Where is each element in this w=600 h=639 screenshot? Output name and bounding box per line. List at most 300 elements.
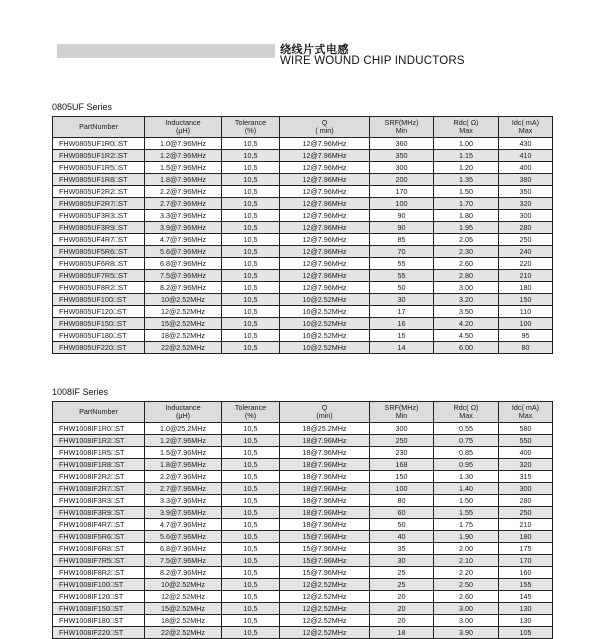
part-number-cell: FHW1008IF1R5□ST bbox=[53, 447, 145, 459]
table-row bbox=[53, 519, 553, 531]
inductance-cell: 3.3@7.96MHz bbox=[145, 495, 222, 507]
tolerance-cell: 10,5 bbox=[222, 162, 280, 174]
tolerance-cell: 10,5 bbox=[222, 567, 280, 579]
rdc-cell: 1.50 bbox=[434, 186, 499, 198]
inductance-cell: 7.5@7.96MHz bbox=[145, 555, 222, 567]
part-number-cell: FHW0805UF180□ST bbox=[53, 330, 145, 342]
part-number-cell: FHW0805UF2R2□ST bbox=[53, 186, 145, 198]
idc-cell: 150 bbox=[499, 294, 553, 306]
q-cell: 12@7.96MHz bbox=[280, 198, 370, 210]
q-cell: 18@7.96MHz bbox=[280, 459, 370, 471]
tolerance-cell: 10,5 bbox=[222, 186, 280, 198]
q-cell: 15@7.96MHz bbox=[280, 543, 370, 555]
q-cell: 10@2.52MHz bbox=[280, 342, 370, 354]
inductance-cell: 5.6@7.96MHz bbox=[145, 246, 222, 258]
rdc-cell: 6.00 bbox=[434, 342, 499, 354]
tolerance-cell: 10,5 bbox=[222, 222, 280, 234]
idc-cell: 315 bbox=[499, 471, 553, 483]
header-line: Q bbox=[321, 403, 328, 412]
srf-cell: 20 bbox=[370, 603, 434, 615]
table-row bbox=[53, 294, 553, 306]
inductance-cell: 2.2@7.96MHz bbox=[145, 471, 222, 483]
q-cell: 12@7.96MHz bbox=[280, 174, 370, 186]
rdc-cell: 1.00 bbox=[434, 138, 499, 150]
rdc-cell: 3.00 bbox=[434, 282, 499, 294]
idc-cell: 210 bbox=[499, 270, 553, 282]
rdc-cell: 1.20 bbox=[434, 162, 499, 174]
tolerance-cell: 10,5 bbox=[222, 138, 280, 150]
rdc-cell: 1.70 bbox=[434, 198, 499, 210]
rdc-cell: 3.20 bbox=[434, 294, 499, 306]
header-col-srf bbox=[370, 117, 434, 138]
header-line: Inductance bbox=[165, 118, 201, 127]
tolerance-cell: 10,5 bbox=[222, 495, 280, 507]
header-line: PartNumber bbox=[79, 407, 118, 416]
srf-cell: 17 bbox=[370, 306, 434, 318]
tolerance-cell: 10,5 bbox=[222, 198, 280, 210]
q-cell: 10@2.52MHz bbox=[280, 330, 370, 342]
part-number-cell: FHW1008IF4R7□ST bbox=[53, 519, 145, 531]
tolerance-cell: 10,5 bbox=[222, 318, 280, 330]
table-row bbox=[53, 210, 553, 222]
part-number-cell: FHW0805UF120□ST bbox=[53, 306, 145, 318]
part-number-cell: FHW1008IF220□ST bbox=[53, 627, 145, 639]
idc-cell: 400 bbox=[499, 447, 553, 459]
srf-cell: 100 bbox=[370, 198, 434, 210]
header-line: Max bbox=[459, 411, 473, 420]
header-col-idc bbox=[499, 117, 553, 138]
rdc-cell: 4.50 bbox=[434, 330, 499, 342]
rdc-cell: 2.20 bbox=[434, 567, 499, 579]
tolerance-cell: 10,5 bbox=[222, 246, 280, 258]
tolerance-cell: 10,5 bbox=[222, 294, 280, 306]
inductance-cell: 2.2@7.96MHz bbox=[145, 186, 222, 198]
tolerance-cell: 10,5 bbox=[222, 234, 280, 246]
q-cell: 18@7.96MHz bbox=[280, 507, 370, 519]
table-row bbox=[53, 531, 553, 543]
idc-cell: 380 bbox=[499, 174, 553, 186]
rdc-cell: 1.95 bbox=[434, 222, 499, 234]
part-number-cell: FHW1008IF180□ST bbox=[53, 615, 145, 627]
table-row bbox=[53, 543, 553, 555]
table-row bbox=[53, 138, 553, 150]
idc-cell: 175 bbox=[499, 543, 553, 555]
srf-cell: 55 bbox=[370, 258, 434, 270]
inductance-cell: 7.5@7.96MHz bbox=[145, 270, 222, 282]
table-row bbox=[53, 150, 553, 162]
idc-cell: 300 bbox=[499, 483, 553, 495]
inductance-cell: 22@2.52MHz bbox=[145, 342, 222, 354]
rdc-cell: 1.75 bbox=[434, 519, 499, 531]
table-row bbox=[53, 198, 553, 210]
tolerance-cell: 10,5 bbox=[222, 615, 280, 627]
inductance-cell: 18@2.52MHz bbox=[145, 330, 222, 342]
series-label-0805uf: 0805UF Series bbox=[52, 102, 113, 112]
header-line: Min bbox=[395, 411, 408, 420]
rdc-cell: 1.30 bbox=[434, 471, 499, 483]
table-row bbox=[53, 306, 553, 318]
table-row bbox=[53, 234, 553, 246]
q-cell: 12@7.96MHz bbox=[280, 270, 370, 282]
srf-cell: 230 bbox=[370, 447, 434, 459]
idc-cell: 250 bbox=[499, 507, 553, 519]
title-english: WIRE WOUND CHIP INDUCTORS bbox=[280, 55, 465, 67]
header-line: (min) bbox=[316, 411, 333, 420]
tolerance-cell: 10,5 bbox=[222, 210, 280, 222]
inductance-cell: 3.3@7.96MHz bbox=[145, 210, 222, 222]
header-col-part-number bbox=[53, 117, 145, 138]
rdc-cell: 1.35 bbox=[434, 174, 499, 186]
inductance-cell: 22@2.52MHz bbox=[145, 627, 222, 639]
q-cell: 18@7.96MHz bbox=[280, 447, 370, 459]
srf-cell: 55 bbox=[370, 270, 434, 282]
rdc-cell: 2.05 bbox=[434, 234, 499, 246]
idc-cell: 210 bbox=[499, 519, 553, 531]
rdc-cell: 2.30 bbox=[434, 246, 499, 258]
idc-cell: 105 bbox=[499, 627, 553, 639]
table-row bbox=[53, 186, 553, 198]
header-col-inductance bbox=[145, 117, 222, 138]
srf-cell: 60 bbox=[370, 507, 434, 519]
q-cell: 12@7.96MHz bbox=[280, 150, 370, 162]
inductance-cell: 1.8@7.96MHz bbox=[145, 174, 222, 186]
rdc-cell: 4.20 bbox=[434, 318, 499, 330]
srf-cell: 30 bbox=[370, 294, 434, 306]
part-number-cell: FHW0805UF1R5□ST bbox=[53, 162, 145, 174]
q-cell: 12@2.52MHz bbox=[280, 579, 370, 591]
part-number-cell: FHW1008IF7R5□ST bbox=[53, 555, 145, 567]
idc-cell: 240 bbox=[499, 246, 553, 258]
srf-cell: 20 bbox=[370, 591, 434, 603]
idc-cell: 180 bbox=[499, 531, 553, 543]
tolerance-cell: 10,5 bbox=[222, 531, 280, 543]
table-row bbox=[53, 270, 553, 282]
q-cell: 12@7.96MHz bbox=[280, 222, 370, 234]
part-number-cell: FHW0805UF3R3□ST bbox=[53, 210, 145, 222]
tolerance-cell: 10,5 bbox=[222, 579, 280, 591]
table-row bbox=[53, 174, 553, 186]
inductance-cell: 1.8@7.96MHz bbox=[145, 459, 222, 471]
inductance-cell: 8.2@7.96MHz bbox=[145, 567, 222, 579]
idc-cell: 155 bbox=[499, 579, 553, 591]
rdc-cell: 1.40 bbox=[434, 483, 499, 495]
table-row bbox=[53, 615, 553, 627]
q-cell: 12@2.52MHz bbox=[280, 627, 370, 639]
idc-cell: 130 bbox=[499, 615, 553, 627]
spec-table-0805uf bbox=[52, 116, 553, 354]
idc-cell: 430 bbox=[499, 138, 553, 150]
table-row bbox=[53, 246, 553, 258]
rdc-cell: 1.15 bbox=[434, 150, 499, 162]
part-number-cell: FHW0805UF2R7□ST bbox=[53, 198, 145, 210]
table-row bbox=[53, 258, 553, 270]
inductance-cell: 1.0@7.96MHz bbox=[145, 138, 222, 150]
inductance-cell: 2.7@7.96MHz bbox=[145, 483, 222, 495]
header-col-q bbox=[280, 117, 370, 138]
part-number-cell: FHW1008IF5R6□ST bbox=[53, 531, 145, 543]
part-number-cell: FHW0805UF4R7□ST bbox=[53, 234, 145, 246]
rdc-cell: 2.60 bbox=[434, 258, 499, 270]
rdc-cell: 3.50 bbox=[434, 306, 499, 318]
q-cell: 10@2.52MHz bbox=[280, 306, 370, 318]
rdc-cell: 3.00 bbox=[434, 603, 499, 615]
tolerance-cell: 10,5 bbox=[222, 507, 280, 519]
header-line: Tolerance bbox=[234, 118, 267, 127]
srf-cell: 50 bbox=[370, 519, 434, 531]
srf-cell: 360 bbox=[370, 138, 434, 150]
rdc-cell: 2.50 bbox=[434, 579, 499, 591]
table-row bbox=[53, 627, 553, 639]
inductance-cell: 10@2.52MHz bbox=[145, 294, 222, 306]
header-line: (%) bbox=[244, 411, 257, 420]
inductance-cell: 4.7@7.96MHz bbox=[145, 234, 222, 246]
srf-cell: 168 bbox=[370, 459, 434, 471]
part-number-cell: FHW1008IF3R3□ST bbox=[53, 495, 145, 507]
tolerance-cell: 10,5 bbox=[222, 270, 280, 282]
table-row bbox=[53, 318, 553, 330]
part-number-cell: FHW0805UF1R2□ST bbox=[53, 150, 145, 162]
header-line: Q bbox=[321, 118, 328, 127]
q-cell: 15@7.96MHz bbox=[280, 567, 370, 579]
inductance-cell: 1.5@7.96MHz bbox=[145, 162, 222, 174]
tolerance-cell: 10,5 bbox=[222, 435, 280, 447]
table-row bbox=[53, 495, 553, 507]
table-row bbox=[53, 330, 553, 342]
header-bar bbox=[57, 44, 275, 58]
idc-cell: 580 bbox=[499, 423, 553, 435]
part-number-cell: FHW0805UF8R2□ST bbox=[53, 282, 145, 294]
idc-cell: 220 bbox=[499, 258, 553, 270]
tolerance-cell: 10,5 bbox=[222, 591, 280, 603]
srf-cell: 15 bbox=[370, 330, 434, 342]
header-col-part-number bbox=[53, 402, 145, 423]
srf-cell: 90 bbox=[370, 210, 434, 222]
tolerance-cell: 10,5 bbox=[222, 306, 280, 318]
inductance-cell: 12@2.52MHz bbox=[145, 306, 222, 318]
inductance-cell: 1.5@7.96MHz bbox=[145, 447, 222, 459]
table-row bbox=[53, 591, 553, 603]
inductance-cell: 6.8@7.96MHz bbox=[145, 258, 222, 270]
header-line: Tolerance bbox=[234, 403, 267, 412]
idc-cell: 80 bbox=[499, 342, 553, 354]
srf-cell: 90 bbox=[370, 222, 434, 234]
part-number-cell: FHW1008IF8R2□ST bbox=[53, 567, 145, 579]
idc-cell: 100 bbox=[499, 318, 553, 330]
header-line: Max bbox=[518, 411, 533, 420]
tolerance-cell: 10,5 bbox=[222, 483, 280, 495]
inductance-cell: 18@2.52MHz bbox=[145, 615, 222, 627]
tolerance-cell: 10,5 bbox=[222, 555, 280, 567]
header-line: (μH) bbox=[175, 411, 191, 420]
inductance-cell: 5.6@7.96MHz bbox=[145, 531, 222, 543]
part-number-cell: FHW1008IF100□ST bbox=[53, 579, 145, 591]
inductance-cell: 2.7@7.96MHz bbox=[145, 198, 222, 210]
inductance-cell: 3.9@7.96MHz bbox=[145, 507, 222, 519]
table-row bbox=[53, 447, 553, 459]
q-cell: 12@7.96MHz bbox=[280, 234, 370, 246]
header-line: Idc( mA) bbox=[511, 118, 540, 127]
header-line: Inductance bbox=[165, 403, 201, 412]
header-line: PartNumber bbox=[79, 122, 118, 131]
q-cell: 12@2.52MHz bbox=[280, 603, 370, 615]
table-row bbox=[53, 471, 553, 483]
header-col-tolerance bbox=[222, 402, 280, 423]
part-number-cell: FHW0805UF5R6□ST bbox=[53, 246, 145, 258]
tolerance-cell: 10,5 bbox=[222, 258, 280, 270]
part-number-cell: FHW0805UF1R8□ST bbox=[53, 174, 145, 186]
rdc-cell: 2.10 bbox=[434, 555, 499, 567]
part-number-cell: FHW1008IF120□ST bbox=[53, 591, 145, 603]
part-number-cell: FHW1008IF1R0□ST bbox=[53, 423, 145, 435]
inductance-cell: 12@2.52MHz bbox=[145, 591, 222, 603]
idc-cell: 250 bbox=[499, 234, 553, 246]
table-row bbox=[53, 222, 553, 234]
srf-cell: 30 bbox=[370, 555, 434, 567]
q-cell: 18@7.96MHz bbox=[280, 471, 370, 483]
part-number-cell: FHW0805UF150□ST bbox=[53, 318, 145, 330]
part-number-cell: FHW0805UF100□ST bbox=[53, 294, 145, 306]
srf-cell: 100 bbox=[370, 483, 434, 495]
tolerance-cell: 10,5 bbox=[222, 150, 280, 162]
table-row bbox=[53, 603, 553, 615]
idc-cell: 180 bbox=[499, 282, 553, 294]
srf-cell: 18 bbox=[370, 627, 434, 639]
series-label-1008if: 1008IF Series bbox=[52, 387, 109, 397]
tolerance-cell: 10,5 bbox=[222, 627, 280, 639]
q-cell: 18@7.96MHz bbox=[280, 483, 370, 495]
q-cell: 15@7.96MHz bbox=[280, 531, 370, 543]
part-number-cell: FHW1008IF1R8□ST bbox=[53, 459, 145, 471]
title-chinese: 绕线片式电感 bbox=[280, 43, 349, 56]
header-line: Rdc( Ω) bbox=[453, 403, 479, 412]
part-number-cell: FHW0805UF3R9□ST bbox=[53, 222, 145, 234]
table-row bbox=[53, 435, 553, 447]
header-line: Min bbox=[395, 126, 408, 135]
inductance-cell: 1.0@25.2MHz bbox=[145, 423, 222, 435]
header-line: Rdc( Ω) bbox=[453, 118, 479, 127]
idc-cell: 300 bbox=[499, 210, 553, 222]
header-col-rdc bbox=[434, 402, 499, 423]
srf-cell: 300 bbox=[370, 423, 434, 435]
header-line: SRF(MHz) bbox=[384, 403, 419, 412]
idc-cell: 320 bbox=[499, 459, 553, 471]
part-number-cell: FHW1008IF1R2□ST bbox=[53, 435, 145, 447]
idc-cell: 145 bbox=[499, 591, 553, 603]
table-row bbox=[53, 579, 553, 591]
header-line: Max bbox=[518, 126, 533, 135]
table-row bbox=[53, 342, 553, 354]
part-number-cell: FHW1008IF6R8□ST bbox=[53, 543, 145, 555]
table-row bbox=[53, 555, 553, 567]
header-col-inductance bbox=[145, 402, 222, 423]
header-col-idc bbox=[499, 402, 553, 423]
tolerance-cell: 10,5 bbox=[222, 543, 280, 555]
idc-cell: 550 bbox=[499, 435, 553, 447]
idc-cell: 280 bbox=[499, 222, 553, 234]
header-col-q bbox=[280, 402, 370, 423]
header-line: Idc( mA) bbox=[511, 403, 540, 412]
srf-cell: 200 bbox=[370, 174, 434, 186]
rdc-cell: 0.95 bbox=[434, 459, 499, 471]
table-row bbox=[53, 483, 553, 495]
inductance-cell: 1.2@7.96MHz bbox=[145, 435, 222, 447]
rdc-cell: 3.00 bbox=[434, 615, 499, 627]
part-number-cell: FHW0805UF6R8□ST bbox=[53, 258, 145, 270]
idc-cell: 170 bbox=[499, 555, 553, 567]
srf-cell: 40 bbox=[370, 531, 434, 543]
q-cell: 10@2.52MHz bbox=[280, 294, 370, 306]
inductance-cell: 4.7@7.96MHz bbox=[145, 519, 222, 531]
table-row bbox=[53, 282, 553, 294]
header-col-rdc bbox=[434, 117, 499, 138]
table-row bbox=[53, 507, 553, 519]
q-cell: 12@7.96MHz bbox=[280, 186, 370, 198]
rdc-cell: 0.55 bbox=[434, 423, 499, 435]
header-line: (%) bbox=[244, 126, 257, 135]
q-cell: 15@7.96MHz bbox=[280, 555, 370, 567]
srf-cell: 25 bbox=[370, 567, 434, 579]
tolerance-cell: 10,5 bbox=[222, 519, 280, 531]
q-cell: 18@7.96MHz bbox=[280, 519, 370, 531]
tolerance-cell: 10,5 bbox=[222, 342, 280, 354]
part-number-cell: FHW0805UF7R5□ST bbox=[53, 270, 145, 282]
q-cell: 12@7.96MHz bbox=[280, 162, 370, 174]
inductance-cell: 8.2@7.96MHz bbox=[145, 282, 222, 294]
q-cell: 12@2.52MHz bbox=[280, 591, 370, 603]
srf-cell: 250 bbox=[370, 435, 434, 447]
tolerance-cell: 10,5 bbox=[222, 423, 280, 435]
srf-cell: 35 bbox=[370, 543, 434, 555]
q-cell: 12@7.96MHz bbox=[280, 282, 370, 294]
srf-cell: 70 bbox=[370, 246, 434, 258]
table-row bbox=[53, 459, 553, 471]
part-number-cell: FHW0805UF1R0□ST bbox=[53, 138, 145, 150]
table-row bbox=[53, 567, 553, 579]
rdc-cell: 1.55 bbox=[434, 507, 499, 519]
srf-cell: 150 bbox=[370, 471, 434, 483]
rdc-cell: 0.85 bbox=[434, 447, 499, 459]
tolerance-cell: 10,5 bbox=[222, 330, 280, 342]
srf-cell: 50 bbox=[370, 282, 434, 294]
header-line: Max bbox=[459, 126, 473, 135]
srf-cell: 350 bbox=[370, 150, 434, 162]
idc-cell: 350 bbox=[499, 186, 553, 198]
part-number-cell: FHW1008IF2R7□ST bbox=[53, 483, 145, 495]
q-cell: 18@7.96MHz bbox=[280, 435, 370, 447]
q-cell: 12@7.96MHz bbox=[280, 246, 370, 258]
header-line: SRF(MHz) bbox=[384, 118, 419, 127]
srf-cell: 300 bbox=[370, 162, 434, 174]
table-row bbox=[53, 423, 553, 435]
inductance-cell: 15@2.52MHz bbox=[145, 318, 222, 330]
part-number-cell: FHW1008IF150□ST bbox=[53, 603, 145, 615]
tolerance-cell: 10,5 bbox=[222, 459, 280, 471]
q-cell: 18@7.96MHz bbox=[280, 495, 370, 507]
srf-cell: 170 bbox=[370, 186, 434, 198]
inductance-cell: 10@2.52MHz bbox=[145, 579, 222, 591]
rdc-cell: 1.90 bbox=[434, 531, 499, 543]
idc-cell: 400 bbox=[499, 162, 553, 174]
spec-table-1008if bbox=[52, 401, 553, 639]
idc-cell: 110 bbox=[499, 306, 553, 318]
tolerance-cell: 10,5 bbox=[222, 174, 280, 186]
part-number-cell: FHW1008IF3R9□ST bbox=[53, 507, 145, 519]
rdc-cell: 2.00 bbox=[434, 543, 499, 555]
header-line: (μH) bbox=[175, 126, 191, 135]
q-cell: 10@2.52MHz bbox=[280, 318, 370, 330]
header-col-srf bbox=[370, 402, 434, 423]
inductance-cell: 1.2@7.96MHz bbox=[145, 150, 222, 162]
